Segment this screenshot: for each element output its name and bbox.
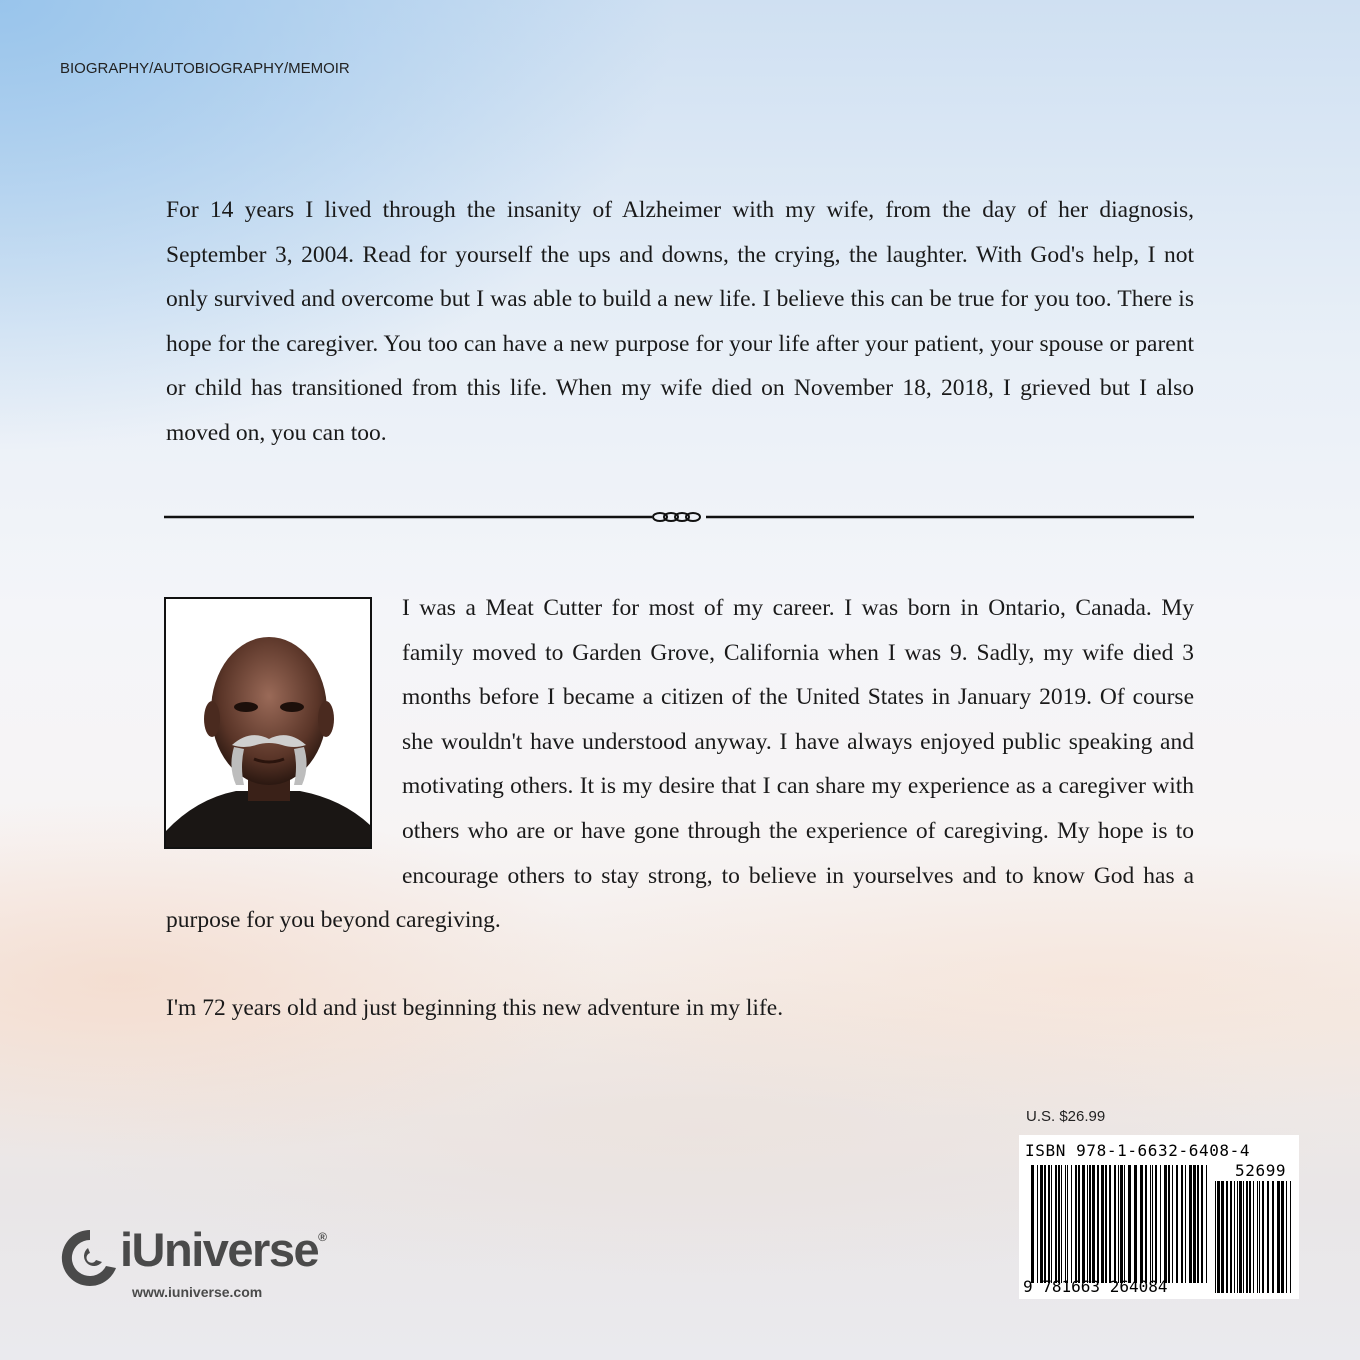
addon-barcode-bars (1215, 1181, 1295, 1293)
photo-wrap-spacer (166, 586, 402, 854)
author-bio: I was a Meat Cutter for most of my career. I was born in Ontario, Canada. My family moved to Garden Grove, California when I was 9. Sadly, my wife died 3 months before I became a citizen of the United States in January 2019. Of course she wouldn't have understood anyway. I have always enjoyed public speaking and motivating others. It is my desire that I can share my experience as a caregiver with others who are or have gone through the experience of caregiving. My hope is to encourage others to stay strong, to believe in yourselves and to know God has a purpose for you beyond caregiving. (166, 595, 1194, 934)
publisher-name-wrap (120, 1222, 327, 1277)
publisher-url: www.iuniverse.com (132, 1284, 263, 1300)
closing-line: I'm 72 years old and just beginning this new adventure in my life. (166, 995, 784, 1021)
author-bio-block (166, 586, 1194, 943)
publisher-name: iUniverse (120, 1223, 319, 1276)
book-blurb: For 14 years I lived through the insanity of Alzheimer with my wife, from the day of her diagnosis, September 3, 2004. Read for yourself the ups and downs, the crying, the laughter. With God's help, I not only survived and overcome but I was able to build a new life. I believe this can be true for you too. There is hope for the caregiver. You too can have a new purpose for your life after your patient, your spouse or parent or child has transitioned from this life. When my wife died on November 18, 2018, I grieved but I also moved on, you can too. (166, 197, 1194, 446)
price-label: U.S. $26.99 (1026, 1108, 1106, 1125)
publisher-logo (58, 1224, 388, 1304)
ean-barcode-bars (1031, 1165, 1211, 1283)
ean-digits: 9 781663 264084 (1023, 1277, 1168, 1296)
barcode (1019, 1135, 1299, 1299)
ornamental-divider (164, 507, 1194, 527)
isbn-text: ISBN 978-1-6632-6408-4 (1025, 1141, 1251, 1160)
genre-label: BIOGRAPHY/AUTOBIOGRAPHY/MEMOIR (60, 60, 350, 77)
publisher-swirl-icon (58, 1226, 122, 1290)
price-code: 52699 (1235, 1161, 1287, 1180)
registered-mark: ® (318, 1230, 327, 1244)
